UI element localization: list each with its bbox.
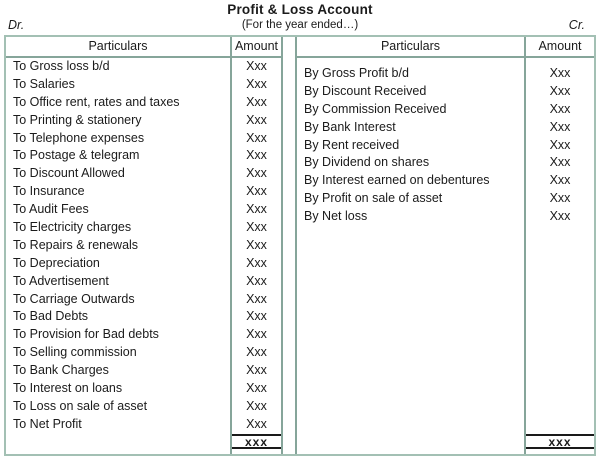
credit-amount-cell: Xxx bbox=[549, 191, 571, 206]
right-amount-rows bbox=[526, 58, 594, 434]
debit-amount-cell: Xxx bbox=[246, 220, 267, 235]
debit-particulars-row: To Postage & telegram bbox=[13, 148, 140, 163]
debit-amount-cell: Xxx bbox=[246, 291, 267, 306]
right-total-cell: xxx bbox=[526, 434, 594, 449]
debit-particulars-row: To Provision for Bad debts bbox=[13, 327, 159, 342]
cr-label: Cr. bbox=[568, 18, 585, 32]
debit-particulars-row: To Interest on loans bbox=[13, 381, 123, 396]
credit-amount-cell: Xxx bbox=[549, 173, 571, 188]
debit-amount-cell: Xxx bbox=[246, 255, 267, 270]
credit-particulars-row: By Profit on sale of asset bbox=[304, 191, 443, 206]
right-amount-header: Amount bbox=[524, 37, 594, 58]
debit-particulars-row: To Repairs & renewals bbox=[13, 237, 139, 252]
debit-amount-cell: Xxx bbox=[246, 76, 267, 91]
debit-amount-cell: Xxx bbox=[246, 112, 267, 127]
debit-particulars-row: To Advertisement bbox=[13, 273, 109, 288]
debit-amount-cell: Xxx bbox=[246, 416, 267, 431]
left-amount-header: Amount bbox=[230, 37, 283, 58]
debit-particulars-row: To Gross loss b/d bbox=[13, 59, 110, 73]
debit-particulars-row: To Carriage Outwards bbox=[13, 291, 135, 306]
credit-amount-cell: Xxx bbox=[549, 101, 571, 116]
dr-label: Dr. bbox=[8, 18, 25, 32]
debit-amount-cell: Xxx bbox=[246, 345, 267, 360]
period-subtitle: (For the year ended…) bbox=[241, 19, 359, 31]
debit-particulars-row: To Depreciation bbox=[13, 255, 100, 270]
left-particulars-column bbox=[6, 58, 230, 454]
credit-amount-cell: Xxx bbox=[549, 209, 571, 224]
debit-particulars-row: To Net Profit bbox=[13, 416, 82, 431]
debit-particulars-row: To Electricity charges bbox=[13, 220, 132, 235]
left-amount-column bbox=[230, 58, 283, 454]
credit-amount-cell: Xxx bbox=[549, 137, 571, 152]
credit-particulars-row: By Dividend on shares bbox=[304, 155, 430, 170]
debit-amount-cell: Xxx bbox=[246, 166, 267, 181]
debit-amount-cell: Xxx bbox=[246, 202, 267, 217]
debit-particulars-row: To Salaries bbox=[13, 76, 75, 91]
debit-particulars-row: To Telephone expenses bbox=[13, 130, 145, 145]
debit-particulars-row: To Discount Allowed bbox=[13, 166, 125, 181]
credit-particulars-row: By Discount Received bbox=[304, 83, 427, 98]
credit-particulars-row: By Net loss bbox=[304, 209, 368, 224]
debit-amount-cell: Xxx bbox=[246, 309, 267, 324]
debit-particulars-row: To Printing & stationery bbox=[13, 112, 142, 127]
center-gap-column bbox=[283, 58, 295, 454]
debit-particulars-row: To Bad Debts bbox=[13, 309, 89, 324]
credit-amount-cell: Xxx bbox=[549, 66, 571, 80]
left-particulars-header: Particulars bbox=[6, 37, 230, 58]
debit-amount-cell: Xxx bbox=[246, 237, 267, 252]
debit-particulars-row: To Office rent, rates and taxes bbox=[13, 94, 180, 109]
left-total-cell: xxx bbox=[232, 434, 281, 449]
debit-amount-cell: Xxx bbox=[246, 59, 267, 73]
debit-particulars-row: To Bank Charges bbox=[13, 363, 109, 378]
debit-particulars-row: To Loss on sale of asset bbox=[13, 398, 148, 413]
debit-amount-cell: Xxx bbox=[246, 398, 267, 413]
debit-amount-cell: Xxx bbox=[246, 381, 267, 396]
center-gap-header bbox=[283, 37, 295, 58]
credit-amount-cell: Xxx bbox=[549, 119, 571, 134]
debit-amount-cell: Xxx bbox=[246, 130, 267, 145]
credit-particulars-row: By Commission Received bbox=[304, 101, 447, 116]
right-particulars-rows bbox=[297, 58, 524, 434]
debit-particulars-row: To Audit Fees bbox=[13, 202, 89, 217]
credit-particulars-row: By Gross Profit b/d bbox=[304, 66, 409, 80]
account-meta-row bbox=[0, 18, 600, 34]
page-title: Profit & Loss Account bbox=[227, 2, 373, 17]
left-amount-rows bbox=[232, 58, 281, 434]
right-amount-column bbox=[524, 58, 594, 454]
debit-particulars-row: To Selling commission bbox=[13, 345, 137, 360]
debit-amount-cell: Xxx bbox=[246, 148, 267, 163]
debit-particulars-row: To Insurance bbox=[13, 184, 85, 199]
left-particulars-rows bbox=[6, 58, 230, 434]
credit-particulars-row: By Rent received bbox=[304, 137, 400, 152]
credit-particulars-row: By Interest earned on debentures bbox=[304, 173, 490, 188]
credit-amount-cell: Xxx bbox=[549, 155, 571, 170]
debit-amount-cell: Xxx bbox=[246, 363, 267, 378]
right-particulars-column bbox=[295, 58, 524, 454]
debit-amount-cell: Xxx bbox=[246, 94, 267, 109]
debit-amount-cell: Xxx bbox=[246, 327, 267, 342]
credit-amount-cell: Xxx bbox=[549, 83, 571, 98]
credit-particulars-row: By Bank Interest bbox=[304, 119, 396, 134]
debit-amount-cell: Xxx bbox=[246, 273, 267, 288]
debit-amount-cell: Xxx bbox=[246, 184, 267, 199]
right-particulars-header: Particulars bbox=[295, 37, 524, 58]
profit-loss-table bbox=[4, 35, 596, 456]
